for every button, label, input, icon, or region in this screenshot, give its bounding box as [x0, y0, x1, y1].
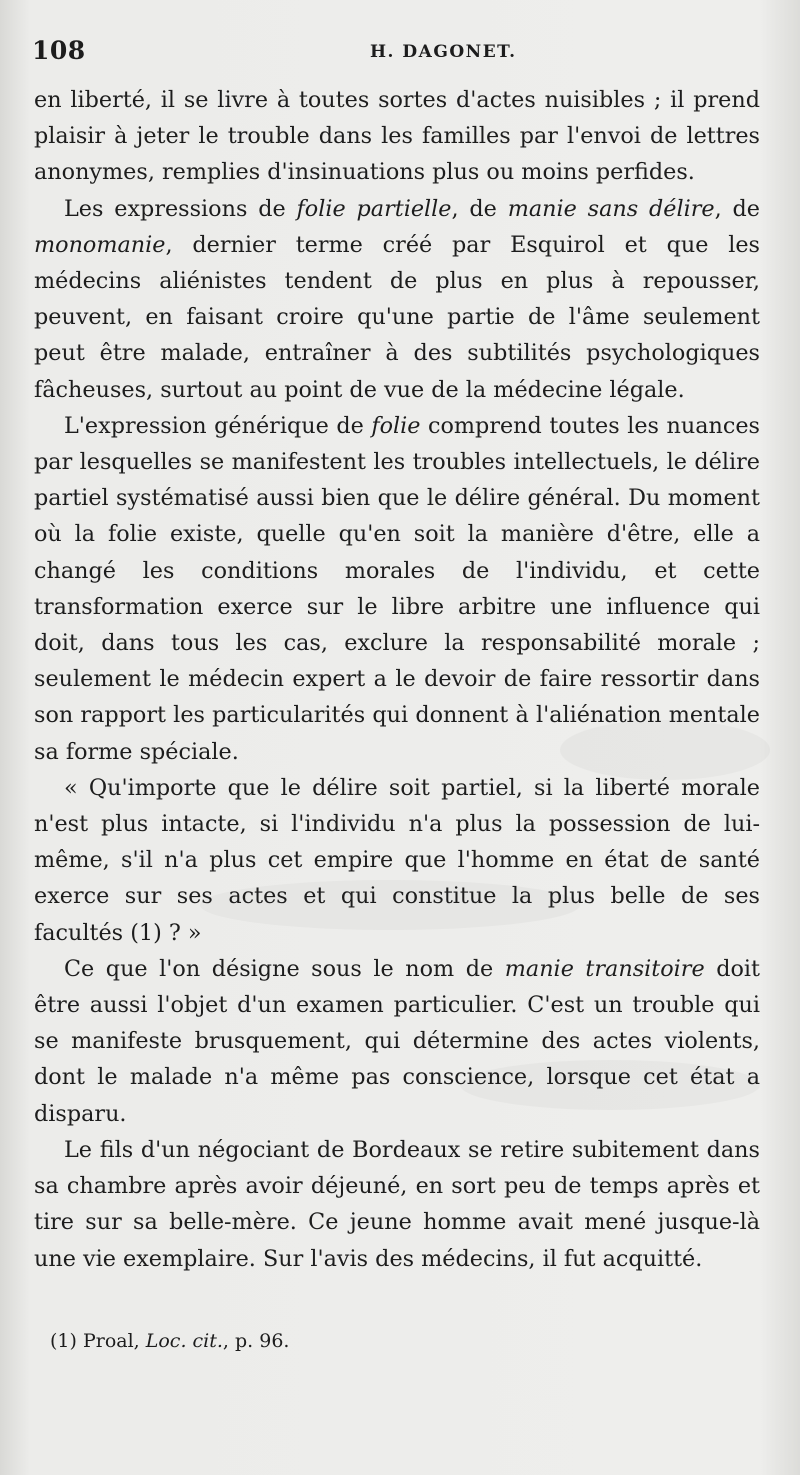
paragraph-2-text-4: , dernier terme créé par Esquirol et que les médecins aliénistes tendent de plus en plus à repousser, peuvent, en faisant croire qu'une partie de l'âme seulement peut être malade, entraîner à des subtilités psychologiques fâcheuses, surtout au point de vue de la médecine légale.	[34, 231, 760, 403]
footnote-page-ref: , p. 96.	[222, 1330, 290, 1352]
paragraph-5-text-1: Ce que l'on désigne sous le nom de	[64, 955, 505, 982]
page-header	[30, 30, 760, 70]
paragraph-4-quotation: « Qu'importe que le délire soit partiel, si la liberté morale n'est plus intacte, si l'individu n'a plus la possession de lui-même, s'il n'a plus cet empire que l'homme en état de santé exerce sur ses actes et qui constitue la plus belle de ses facultés (1) ? »	[34, 774, 760, 946]
page-number: 108	[32, 36, 86, 65]
italic-term-monomanie: monomanie	[34, 231, 166, 258]
italic-term-folie: folie	[371, 412, 421, 439]
paragraph-3-text-1: L'expression générique de	[64, 412, 372, 439]
footnote	[50, 1330, 289, 1352]
paragraph-2-text-3: , de	[714, 195, 760, 222]
paragraph-5-text-2: doit être aussi l'objet d'un examen particulier. C'est un trouble qui se manifeste brusquement, qui détermine des actes violents, dont le malade n'a même pas conscience, lorsque cet état a disparu.	[34, 955, 760, 1127]
footnote-marker: (1) Proal,	[50, 1330, 146, 1352]
paragraph-2-text-2: , de	[451, 195, 508, 222]
paragraph-2	[34, 191, 760, 408]
paragraph-5	[34, 951, 760, 1132]
italic-term-folie-partielle: folie partielle	[296, 195, 452, 222]
paragraph-1: en liberté, il se livre à toutes sortes d'actes nuisibles ; il prend plaisir à jeter le trouble dans les familles par l'envoi de lettres anonymes, remplies d'insinuations plus ou moins perfides.	[34, 87, 760, 186]
running-head: H. DAGONET.	[370, 42, 517, 62]
paragraph-6: Le fils d'un négociant de Bordeaux se retire subitement dans sa chambre après avoir déjeuné, en sort peu de temps après et tire sur sa belle-mère. Ce jeune homme avait mené jusque-là une vie exemplaire. Sur l'avis des médecins, il fut acquitté.	[34, 1136, 760, 1272]
italic-term-manie-transitoire: manie transitoire	[504, 955, 705, 982]
italic-term-manie-sans-delire: manie sans délire	[507, 195, 715, 222]
paragraph-3-text-2: comprend toutes les nuances par lesquelles se manifestent les troubles intellectuels, le délire partiel systématisé aussi bien que le délire général. Du moment où la folie existe, quelle qu'en soit la manière d'être, elle a changé les conditions morales de l'individu, et cette transformation exerce sur le libre arbitre une influence qui doit, dans tous les cas, exclure la responsabilité morale ; seulement le médecin expert a le devoir de faire ressortir dans son rapport les particularités qui donnent à l'aliénation mentale sa forme spéciale.	[34, 412, 760, 765]
paragraph-2-text-1: Les expressions de	[64, 195, 297, 222]
body-text	[34, 82, 760, 1277]
paragraph-3	[34, 408, 760, 770]
footnote-italic-ref: Loc. cit.	[145, 1330, 223, 1352]
